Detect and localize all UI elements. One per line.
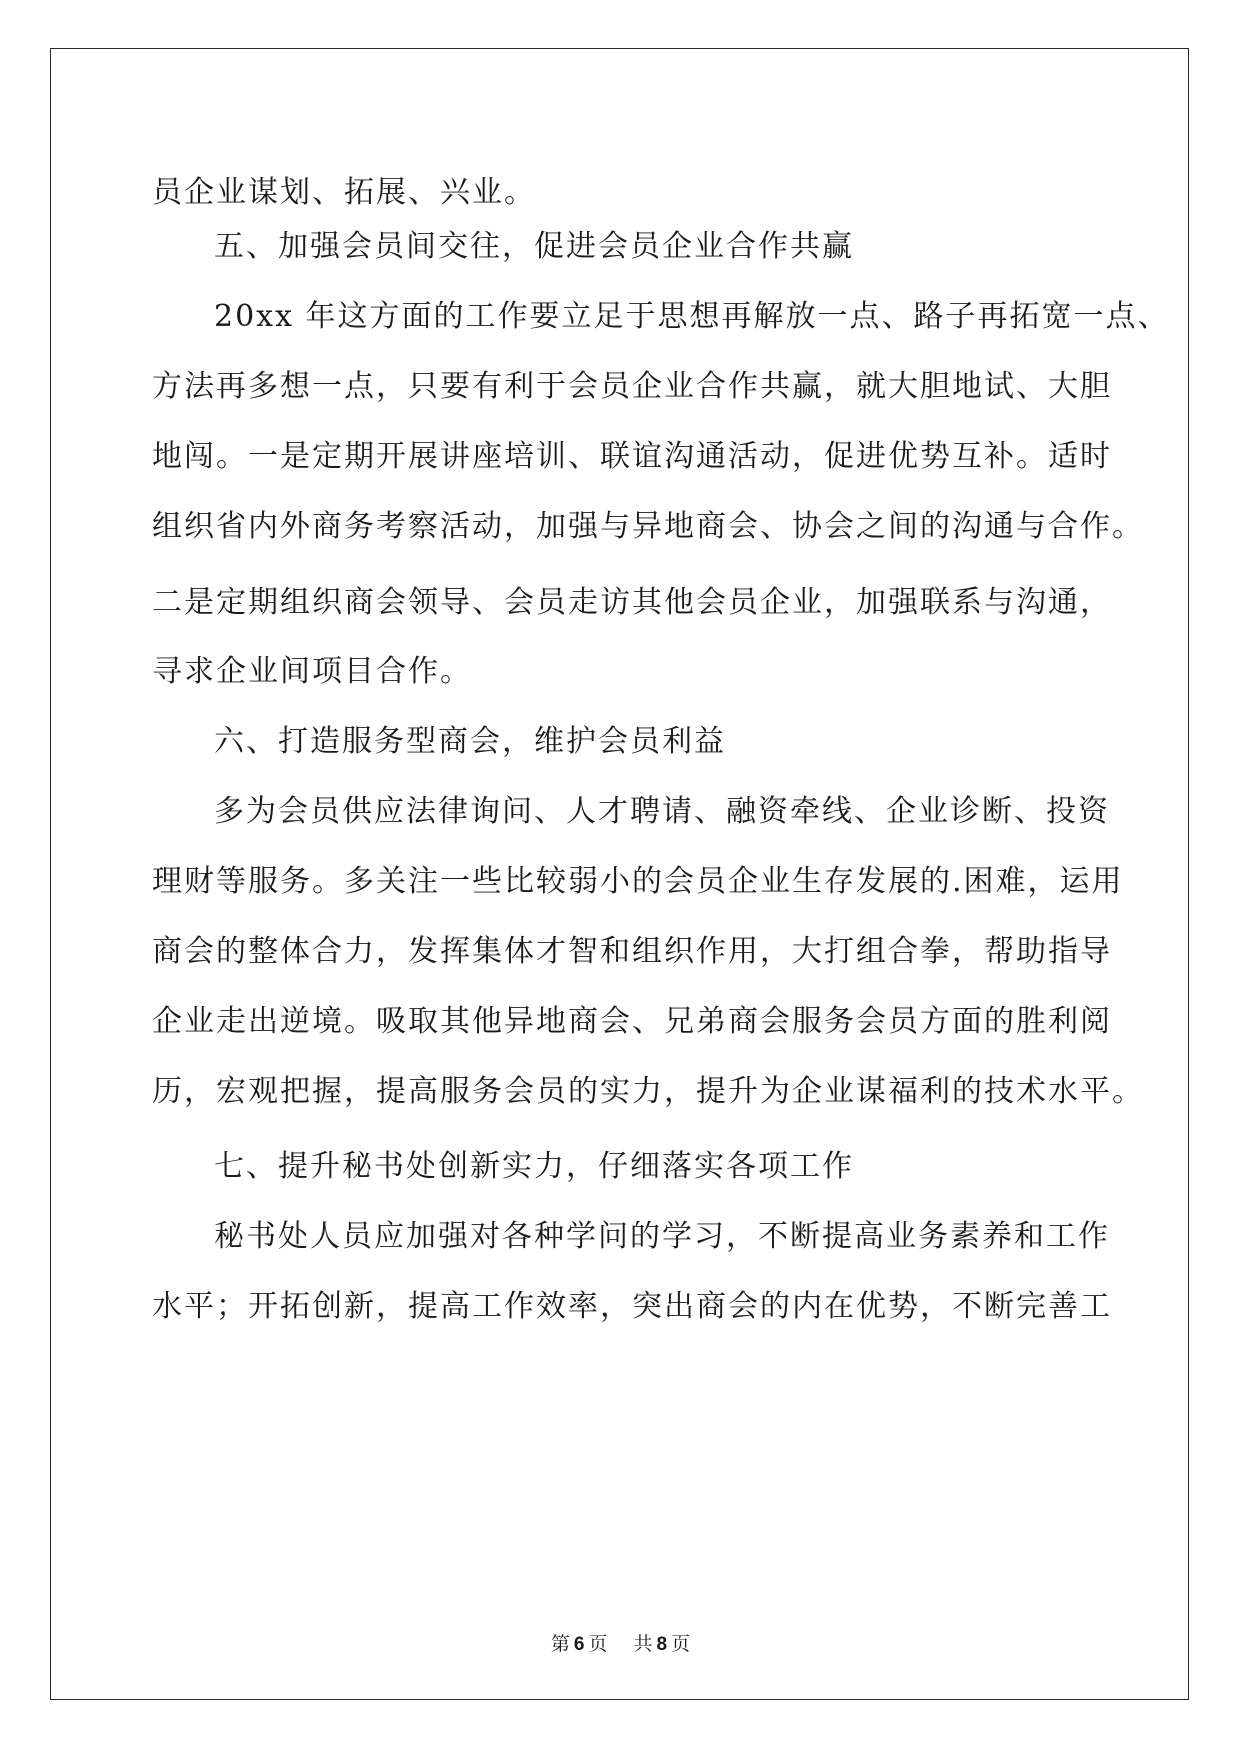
text-line: 组织省内外商务考察活动，加强与异地商会、协会之间的沟通与合作。 bbox=[152, 509, 1144, 544]
text-line: 方法再多想一点，只要有利于会员企业合作共赢，就大胆地试、大胆 bbox=[152, 369, 1112, 404]
page-prefix: 第 bbox=[550, 1633, 570, 1655]
page-mid: 页 bbox=[588, 1633, 608, 1655]
section-heading-5: 五、加强会员间交往，促进会员企业合作共赢 bbox=[214, 229, 854, 264]
text-line: 20xx 年这方面的工作要立足于思想再解放一点、路子再拓宽一点、 bbox=[214, 299, 1170, 334]
page-current-number: 6 bbox=[573, 1634, 585, 1655]
section-heading-6: 六、打造服务型商会，维护会员利益 bbox=[214, 724, 726, 759]
text-line: 商会的整体合力，发挥集体才智和组织作用，大打组合拳，帮助指导 bbox=[152, 934, 1112, 969]
text-line: 寻求企业间项目合作。 bbox=[152, 654, 472, 689]
page-total-number: 8 bbox=[656, 1634, 668, 1655]
text-line: 多为会员供应法律询问、人才聘请、融资牵线、企业诊断、投资 bbox=[214, 794, 1110, 829]
text-line: 员企业谋划、拓展、兴业。 bbox=[152, 175, 536, 210]
section-heading-7: 七、提升秘书处创新实力，仔细落实各项工作 bbox=[214, 1149, 854, 1184]
page-footer bbox=[0, 1632, 1241, 1657]
text-line: 历，宏观把握，提高服务会员的实力，提升为企业谋福利的技术水平。 bbox=[152, 1074, 1144, 1109]
total-prefix: 共 bbox=[633, 1633, 653, 1655]
text-line: 二是定期组织商会领导、会员走访其他会员企业，加强联系与沟通， bbox=[152, 585, 1112, 620]
text-line: 水平；开拓创新，提高工作效率，突出商会的内在优势，不断完善工 bbox=[152, 1289, 1112, 1324]
total-suffix: 页 bbox=[671, 1633, 691, 1655]
text-line: 地闯。一是定期开展讲座培训、联谊沟通活动，促进优势互补。适时 bbox=[152, 439, 1112, 474]
text-line: 企业走出逆境。吸取其他异地商会、兄弟商会服务会员方面的胜利阅 bbox=[152, 1004, 1112, 1039]
text-line: 秘书处人员应加强对各种学问的学习，不断提高业务素养和工作 bbox=[214, 1219, 1110, 1254]
text-line: 理财等服务。多关注一些比较弱小的会员企业生存发展的.困难，运用 bbox=[152, 864, 1124, 899]
